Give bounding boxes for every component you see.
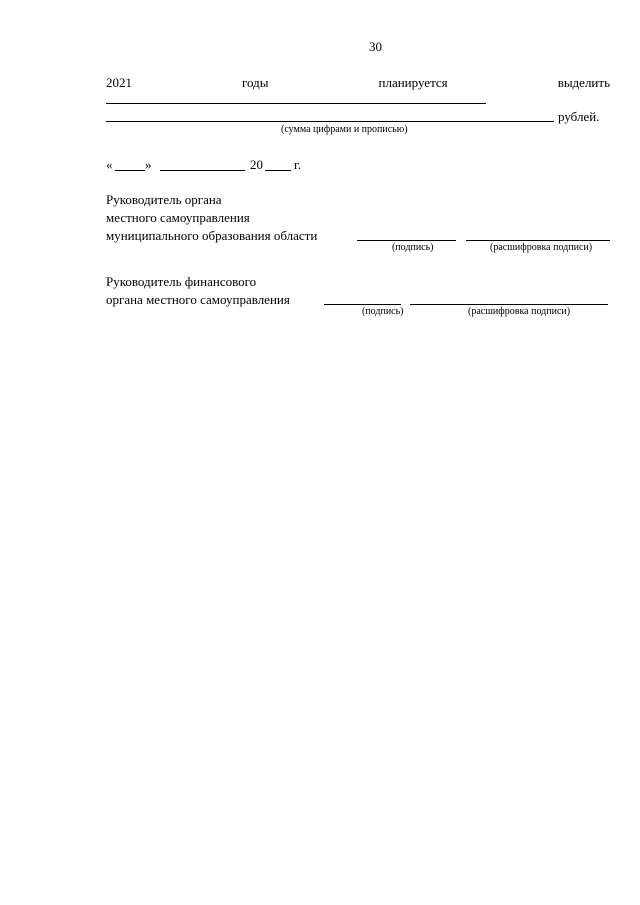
amount-blank-line[interactable] [106, 121, 554, 122]
finance-head-line2: органа местного самоуправления [106, 292, 290, 307]
date-day-blank[interactable] [115, 170, 145, 171]
funding-word-planned: планируется [378, 75, 448, 90]
finance-head-name-blank[interactable] [410, 304, 608, 305]
local-head-signature-hint: (подпись) [392, 242, 434, 253]
recipient-blank-line[interactable] [106, 103, 486, 104]
funding-word-allocate: выделить [557, 75, 610, 90]
finance-head-signature-hint: (подпись) [362, 306, 404, 317]
amount-hint: (сумма цифрами и прописью) [281, 124, 408, 135]
local-head-name-hint: (расшифровка подписи) [490, 242, 593, 253]
date-year-blank[interactable] [265, 170, 291, 171]
page-number: 30 [369, 39, 382, 54]
local-head-line3: муниципального образования области [106, 228, 318, 243]
local-head-signature-blank[interactable] [357, 240, 456, 241]
funding-sentence [106, 76, 610, 89]
currency-label: рублей. [558, 109, 600, 124]
funding-word-years: годы [242, 75, 269, 90]
finance-head-signature-blank[interactable] [324, 304, 401, 305]
date-open-quote: « [106, 157, 113, 172]
local-head-name-blank[interactable] [466, 240, 610, 241]
finance-head-line1: Руководитель финансового [106, 274, 257, 289]
finance-head-name-hint: (расшифровка подписи) [468, 306, 571, 317]
funding-year: 2021 [106, 75, 132, 90]
local-head-line2: местного самоуправления [106, 210, 250, 225]
date-year-suffix: г. [294, 157, 302, 172]
local-head-line1: Руководитель органа [106, 192, 222, 207]
date-century: 20 [250, 157, 263, 172]
date-month-blank[interactable] [160, 170, 245, 171]
date-close-quote: » [145, 157, 152, 172]
